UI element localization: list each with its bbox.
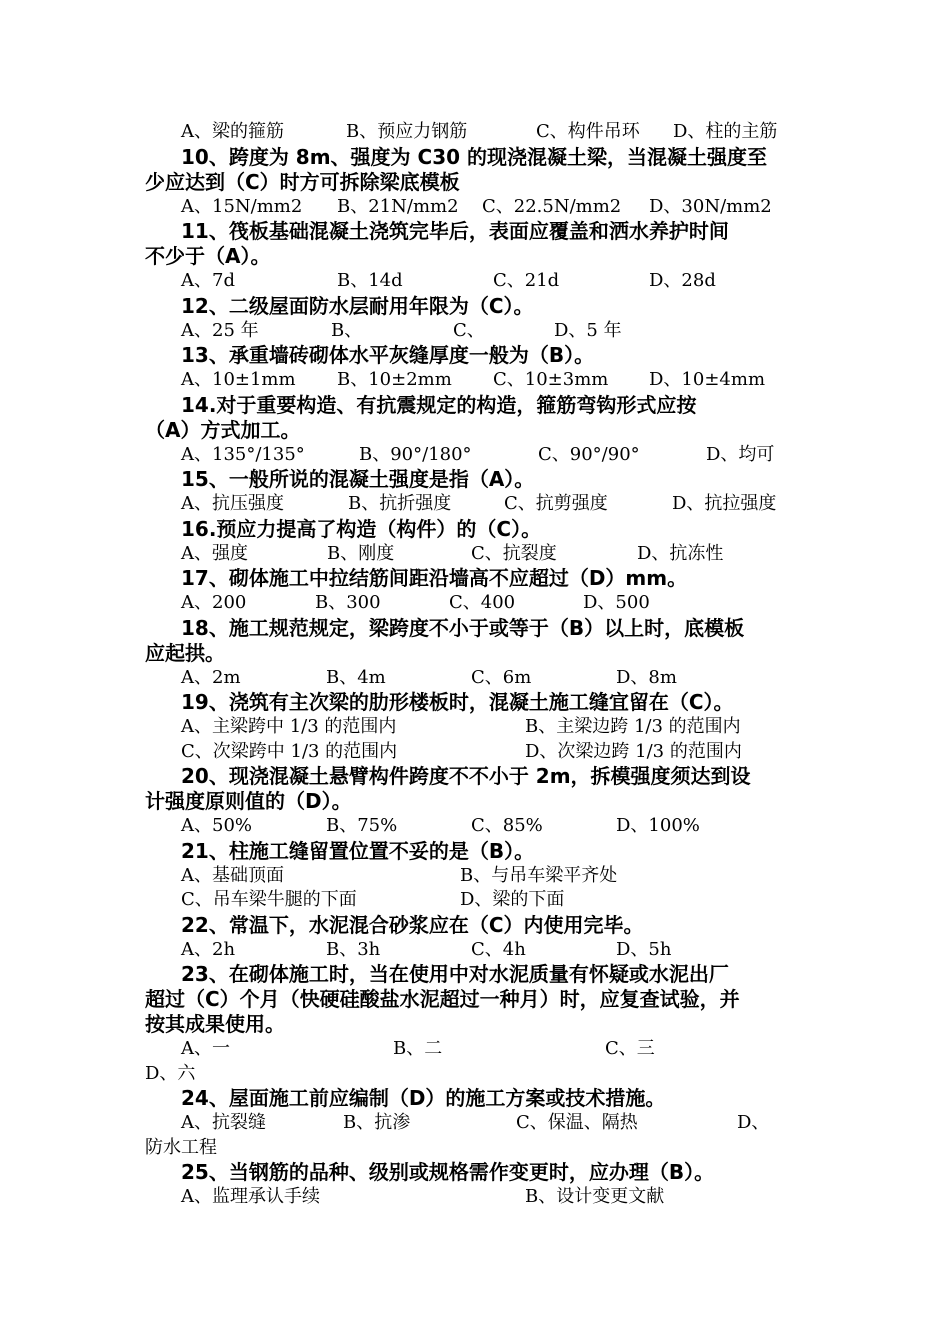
answer-option: C、4h [471,938,526,960]
question-text-continued: 少应达到（C）时方可拆除梁底模板 [145,169,460,194]
answer-option: A、50% [181,815,253,836]
answer-option: C、85% [471,815,543,836]
answer-options-row [145,1062,825,1087]
answer-option: B、 [331,319,363,341]
answer-option: D、柱的主筋 [673,121,778,142]
answer-option: A、10±1mm [181,369,296,390]
question-text: 22、常温下，水泥混合砂浆应在（C）内使用完毕。 [181,912,644,937]
answer-options-row [145,888,825,913]
answer-option: D、28d [649,270,716,291]
answer-option: D、抗冻性 [637,542,724,564]
answer-option: B、抗渗 [343,1112,411,1133]
answer-options-row [145,492,825,517]
answer-option: A、7d [181,270,235,291]
answer-option: B、设计变更文献 [525,1186,665,1207]
answer-option: A、抗压强度 [181,493,284,514]
question-text: 23、在砌体施工时，当在使用中对水泥质量有怀疑或水泥出厂 [181,962,729,986]
answer-option: C、22.5N/mm2 [482,195,622,217]
answer-option: 防水工程 [145,1136,217,1158]
answer-option: C、90°/90° [538,443,640,465]
answer-option: B、预应力钢筋 [346,121,468,142]
answer-option: A、梁的箍筋 [181,121,284,142]
question-text: 24、屋面施工前应编制（D）的施工方案或技术措施。 [181,1086,666,1110]
answer-option: B、300 [315,592,381,613]
answer-option: C、10±3mm [493,369,609,390]
question-text: 21、柱施工缝留置位置不妥的是（B）。 [181,838,535,863]
answer-options-row [145,542,825,567]
answer-options-row [145,443,825,468]
answer-option: A、25 年 [181,319,259,341]
answer-options-row [145,195,825,220]
answer-options-row [145,666,825,691]
answer-options-row [145,269,825,294]
answer-option: A、基础顶面 [181,864,284,886]
answer-option: B、4m [326,666,386,688]
answer-options-row [145,1037,825,1062]
answer-option: D、30N/mm2 [649,195,772,217]
answer-option: C、21d [493,270,560,291]
answer-option: A、强度 [181,542,248,564]
answer-option: B、10±2mm [337,369,452,390]
answer-option: A、135°/135° [181,443,305,465]
answer-option: A、主梁跨中 1/3 的范围内 [181,716,397,737]
answer-options-row [145,1185,825,1210]
answer-option: B、3h [326,938,381,960]
answer-option: D、抗拉强度 [672,493,777,514]
answer-option: D、梁的下面 [460,889,565,910]
answer-option: D、六 [145,1062,196,1084]
answer-option: B、主梁边跨 1/3 的范围内 [525,716,741,737]
answer-option: D、100% [616,815,700,836]
answer-option: C、抗裂度 [471,542,557,564]
answer-option: B、二 [393,1038,443,1059]
answer-option: B、与吊车梁平齐处 [460,864,618,886]
answer-options-row [145,319,825,344]
question-text: 20、现浇混凝土悬臂构件跨度不不小于 2m，拆模强度须达到设 [181,764,751,788]
question-text-continued: （A）方式加工。 [145,417,301,442]
question-text-continued: 按其成果使用。 [145,1012,285,1036]
answer-option: D、5h [616,938,672,960]
answer-option: A、一 [181,1038,230,1059]
answer-options-row [145,938,825,963]
answer-options-row [145,591,825,616]
answer-option: C、吊车梁牛腿的下面 [181,889,357,910]
answer-options-row [145,1111,825,1136]
answer-options-row [145,1136,825,1161]
answer-option: B、抗折强度 [348,493,452,514]
answer-option: C、构件吊环 [536,121,640,142]
question-text-continued: 计强度原则值的（D）。 [145,789,352,813]
question-text-continued: 超过（C）个月（快硬硅酸盐水泥超过一种月）时，应复查试验，并 [145,987,740,1011]
answer-option: B、75% [326,815,398,836]
answer-option: D、5 年 [554,319,622,341]
answer-option: C、次梁跨中 1/3 的范围内 [181,740,398,762]
question-text: 11、筏板基础混凝土浇筑完毕后，表面应覆盖和洒水养护时间 [181,219,729,243]
question-text: 17、砌体施工中拉结筋间距沿墙高不应超过（D）mm。 [181,566,688,590]
answer-option: A、2m [181,666,241,688]
answer-option: C、 [453,319,485,341]
question-text-continued: 不少于（A）。 [145,244,271,268]
answer-option: B、21N/mm2 [337,195,459,217]
answer-option: C、6m [471,666,532,688]
answer-option: C、保温、隔热 [516,1112,638,1133]
answer-options-row [145,120,825,145]
question-text: 16.预应力提高了构造（构件）的（C）。 [181,516,542,541]
answer-option: D、次梁边跨 1/3 的范围内 [525,740,742,762]
answer-option: B、14d [337,270,403,291]
answer-option: A、2h [181,938,236,960]
answer-option: C、400 [449,592,516,613]
answer-option: D、 [737,1112,770,1133]
answer-option: D、500 [583,592,650,613]
question-text: 15、一般所说的混凝土强度是指（A）。 [181,467,535,491]
answer-options-row [145,368,825,393]
question-text: 25、当钢筋的品种、级别或规格需作变更时，应办理（B）。 [181,1160,715,1184]
answer-option: A、200 [181,592,247,613]
question-text: 12、二级屋面防水层耐用年限为（C）。 [181,293,534,318]
document-body [145,120,825,1210]
question-text: 18、施工规范规定，梁跨度不小于或等于（B）以上时，底模板 [181,615,745,640]
answer-option: D、均可 [706,443,775,465]
answer-option: D、8m [616,666,677,688]
answer-options-row [145,814,825,839]
question-text-continued: 应起拱。 [145,640,225,665]
answer-option: C、抗剪强度 [504,493,608,514]
answer-options-row [145,715,825,740]
answer-option: C、三 [605,1038,655,1059]
answer-option: B、90°/180° [359,443,472,465]
answer-option: A、15N/mm2 [181,195,303,217]
question-text: 10、跨度为 8m、强度为 C30 的现浇混凝土梁，当混凝土强度至 [181,144,767,169]
question-text: 14.对于重要构造、有抗震规定的构造，箍筋弯钩形式应按 [181,392,697,417]
answer-option: A、监理承认手续 [181,1186,320,1207]
answer-option: D、10±4mm [649,369,766,390]
answer-options-row [145,864,825,889]
question-text: 19、浇筑有主次梁的肋形楼板时，混凝土施工缝宜留在（C）。 [181,690,734,714]
answer-options-row [145,740,825,765]
answer-option: B、刚度 [327,542,395,564]
question-text: 13、承重墙砖砌体水平灰缝厚度一般为（B）。 [181,343,595,367]
answer-option: A、抗裂缝 [181,1112,266,1133]
